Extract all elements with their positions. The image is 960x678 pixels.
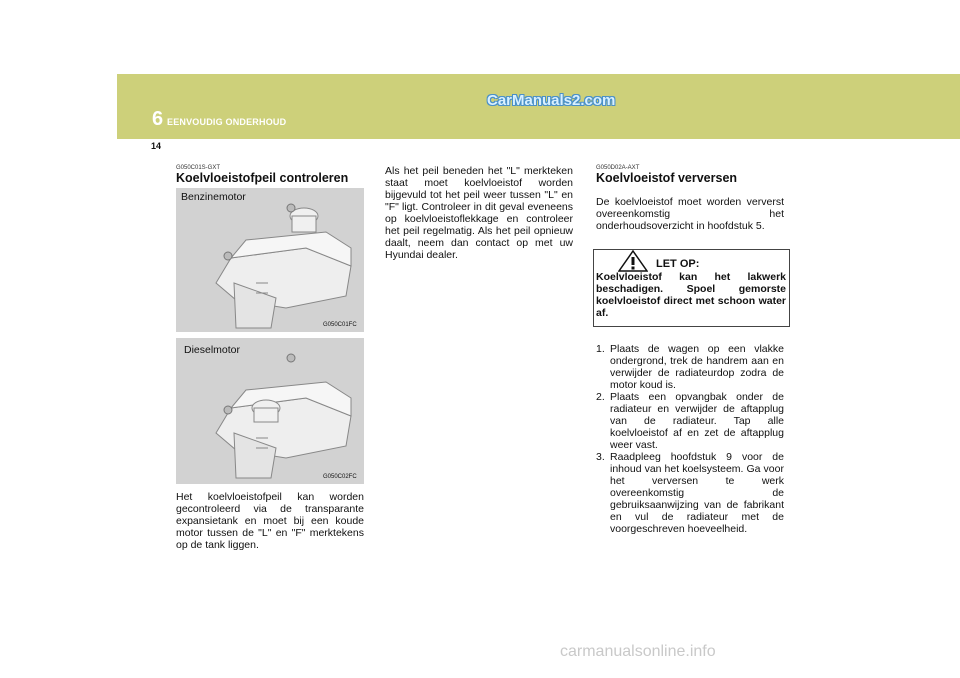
figure-label: Benzinemotor bbox=[181, 191, 246, 203]
list-item bbox=[596, 343, 784, 391]
section-code: G050D02A-AXT bbox=[596, 165, 640, 171]
body-paragraph: Het koelvloeistofpeil kan worden gecontroleerd via de transparante expansietank en moet bij een koude motor tussen de "L" en "F" merktekens op de tank liggen. bbox=[176, 491, 364, 551]
figure-code: G050C02FC bbox=[323, 474, 357, 480]
coolant-tank-illustration bbox=[176, 188, 364, 332]
caution-title: LET OP: bbox=[656, 258, 700, 270]
page-number: 14 bbox=[151, 141, 162, 151]
figure-label: Dieselmotor bbox=[184, 344, 241, 356]
step-number: 2. bbox=[596, 391, 605, 403]
figure-code: G050C01FC bbox=[323, 322, 357, 328]
step-text: Plaats een opvangbak onder de radiateur en verwijder de aftapplug van de radiateur. Tap alle koelvloeistof af en zet de aftapplug weer vast. bbox=[610, 391, 784, 451]
caution-text: Koelvloeistof kan het lakwerk beschadigen. Spoel gemorste koelvloeistof direct met schoon water af. bbox=[596, 271, 786, 319]
step-number: 3. bbox=[596, 451, 605, 463]
site-watermark-link[interactable]: CarManuals2.com bbox=[487, 92, 616, 109]
section-heading: Koelvloeistof verversen bbox=[596, 171, 738, 185]
warning-triangle-icon bbox=[618, 250, 648, 272]
coolant-tank-illustration bbox=[176, 338, 364, 484]
caution-box bbox=[593, 249, 790, 327]
step-text: Raadpleeg hoofdstuk 9 voor de inhoud van het koelsysteem. Ga voor het verversen te werk overeenkomstig de gebruiksaanwijzing van de fabrikant en vul de radiateur met de voorgeschreven hoeveelheid. bbox=[610, 451, 784, 535]
intro-paragraph: De koelvloeistof moet worden ververst overeenkomstig het onderhoudsoverzicht in hoofdstuk 5. bbox=[596, 196, 784, 232]
diesel-engine-figure bbox=[176, 338, 364, 484]
step-number: 1. bbox=[596, 343, 605, 355]
chapter-number: 6 bbox=[152, 108, 164, 130]
section-code: G050C01S-GXT bbox=[176, 165, 221, 171]
procedure-steps bbox=[596, 343, 784, 535]
petrol-engine-figure bbox=[176, 188, 364, 332]
step-text: Plaats de wagen op een vlakke ondergrond, trek de handrem aan en verwijder de radiateurdop zodra de motor koud is. bbox=[610, 343, 784, 391]
footer-watermark: carmanualsonline.info bbox=[560, 643, 716, 660]
body-paragraph: Als het peil beneden het "L" merkteken staat moet koelvloeistof worden bijgevuld tot het peil weer tussen "L" en "F" ligt. Controleer in dit geval eveneens op koelvloeistoflekkage en controleer het peil regelmatig. Als het peil opnieuw daalt, neem dan contact op met uw Hyundai dealer. bbox=[385, 165, 573, 261]
chapter-title: EENVOUDIG ONDERHOUD bbox=[167, 117, 287, 127]
list-item bbox=[596, 451, 784, 535]
list-item bbox=[596, 391, 784, 451]
section-heading: Koelvloeistofpeil controleren bbox=[176, 171, 349, 185]
